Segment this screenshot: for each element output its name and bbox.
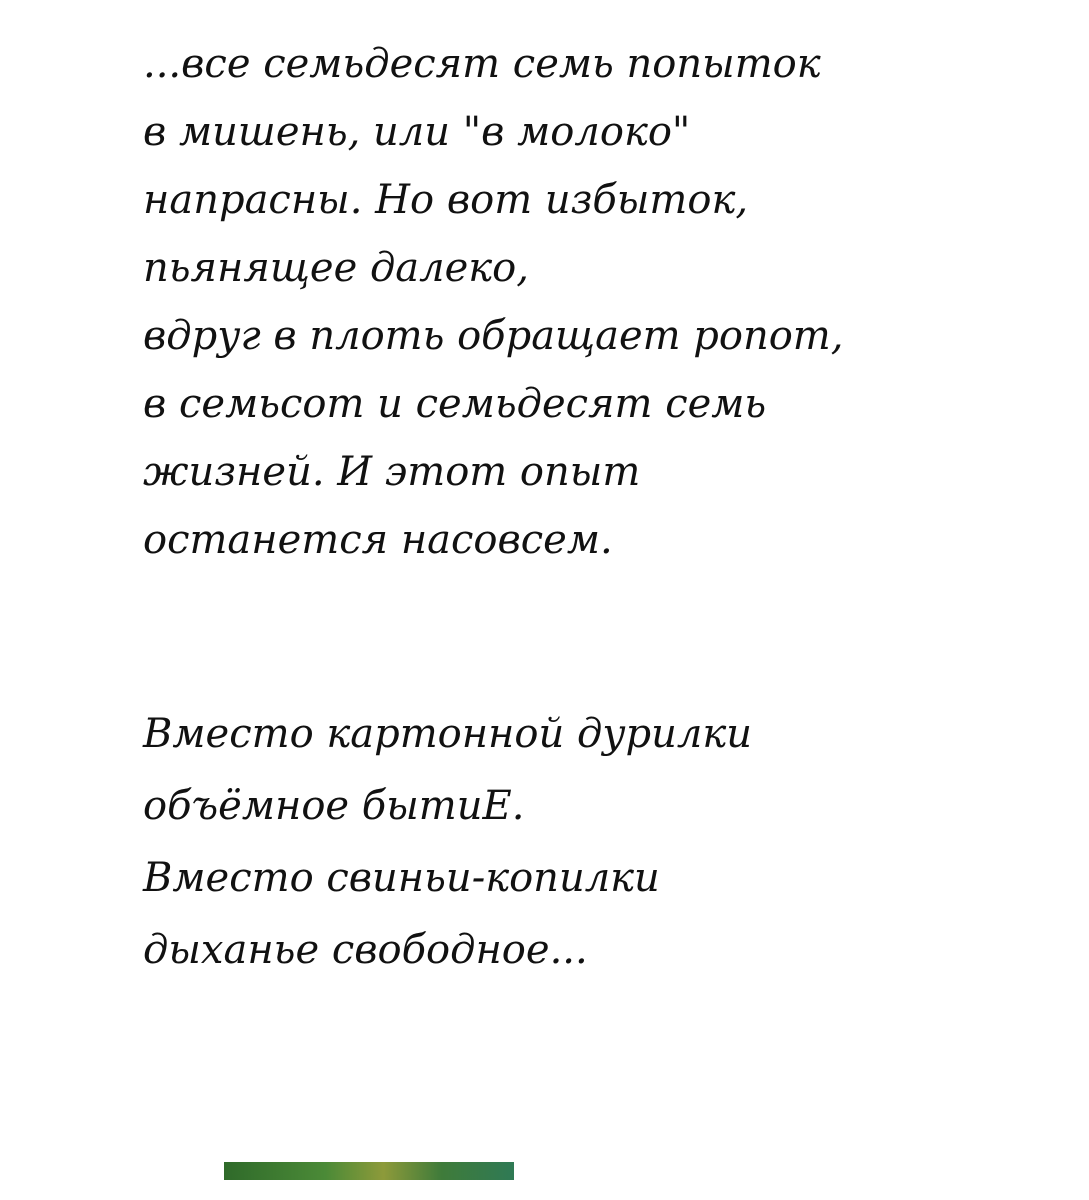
poem-line: Вместо картонной дурилки [143,711,753,757]
poem-line: останется насовсем. [143,517,613,563]
stanza-2 [143,698,1043,986]
poem-line: в мишень, или "в молоко" [143,109,691,155]
poem-text [143,30,1043,986]
poem-line: дыханье свободное... [143,927,588,973]
stanza-divider [143,574,1043,698]
image-thumbnail-strip [224,1162,514,1180]
poem-line: ...все семьдесят семь попыток [143,41,821,87]
poem-line: в семьсот и семьдесят семь [143,381,767,427]
poem-line: вдруг в плоть обращает ропот, [143,313,844,359]
stanza-1 [143,30,1043,574]
poem-line: Вместо свиньи-копилки [143,855,660,901]
poem-line: напрасны. Но вот избыток, [143,177,749,223]
poem-line: объёмное бытиЕ. [143,783,525,829]
poem-line: пьянящее далеко, [143,245,529,291]
poem-line: жизней. И этот опыт [143,449,641,495]
